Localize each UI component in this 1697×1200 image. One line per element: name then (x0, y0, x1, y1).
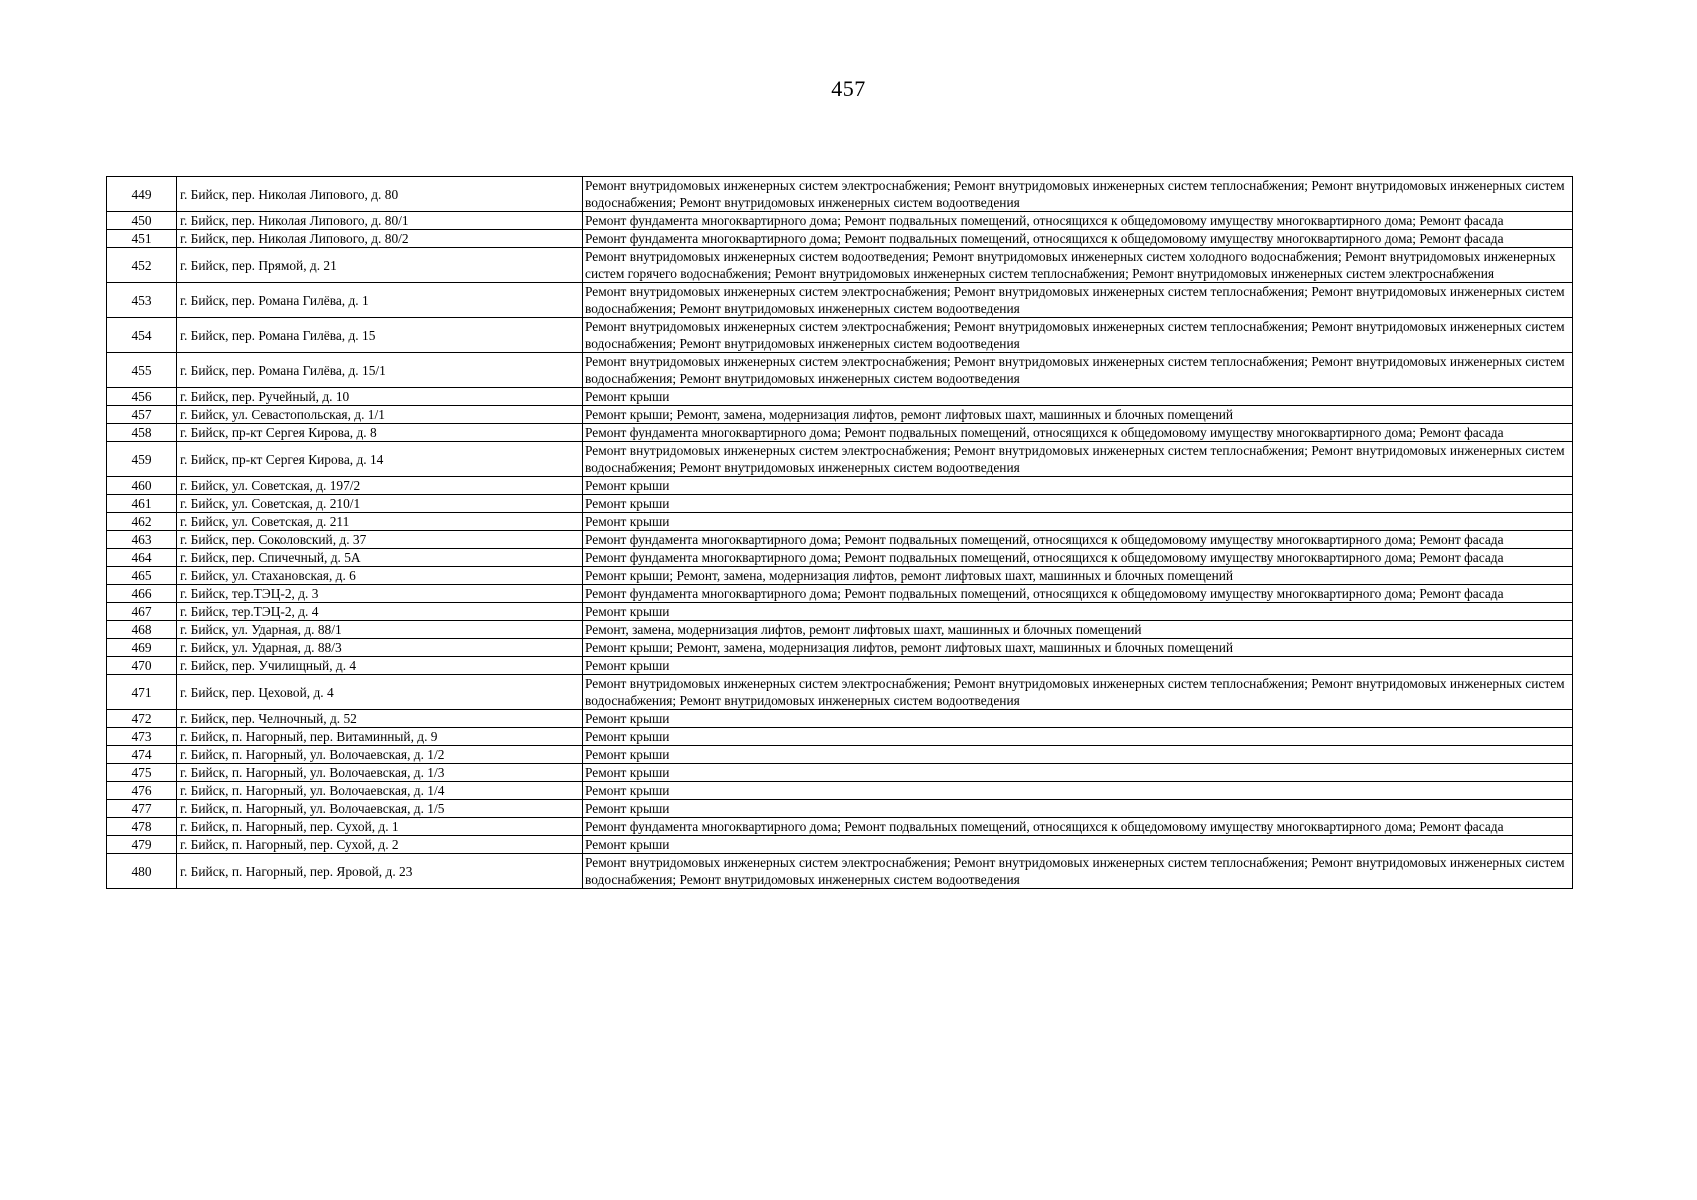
table-row (107, 710, 1573, 728)
address-cell: г. Бийск, пр-кт Сергея Кирова, д. 14 (177, 442, 583, 477)
row-number-cell: 465 (107, 567, 177, 585)
address-cell: г. Бийск, пер. Ручейный, д. 10 (177, 388, 583, 406)
address-cell: г. Бийск, пер. Соколовский, д. 37 (177, 531, 583, 549)
row-number-cell: 477 (107, 800, 177, 818)
address-cell: г. Бийск, пер. Николая Липового, д. 80/1 (177, 212, 583, 230)
address-cell: г. Бийск, пер. Училищный, д. 4 (177, 657, 583, 675)
row-number-cell: 458 (107, 424, 177, 442)
works-cell: Ремонт крыши (583, 388, 1573, 406)
works-cell: Ремонт фундамента многоквартирного дома; Ремонт подвальных помещений, относящихся к общедомовому имуществу многоквартирного дома; Ремонт фасада (583, 531, 1573, 549)
works-cell: Ремонт крыши (583, 800, 1573, 818)
works-cell: Ремонт фундамента многоквартирного дома; Ремонт подвальных помещений, относящихся к общедомовому имуществу многоквартирного дома; Ремонт фасада (583, 818, 1573, 836)
works-cell: Ремонт крыши (583, 657, 1573, 675)
row-number-cell: 450 (107, 212, 177, 230)
table-row (107, 531, 1573, 549)
address-cell: г. Бийск, пер. Николая Липового, д. 80 (177, 177, 583, 212)
row-number-cell: 469 (107, 639, 177, 657)
table-row (107, 639, 1573, 657)
address-cell: г. Бийск, пер. Прямой, д. 21 (177, 248, 583, 283)
works-cell: Ремонт фундамента многоквартирного дома; Ремонт подвальных помещений, относящихся к общедомовому имуществу многоквартирного дома; Ремонт фасада (583, 585, 1573, 603)
works-cell: Ремонт внутридомовых инженерных систем электроснабжения; Ремонт внутридомовых инженерных систем теплоснабжения; Ремонт внутридомовых инженерных систем водоснабжения; Ремонт внутридомовых инженерных систем водоотведения (583, 318, 1573, 353)
table-row (107, 836, 1573, 854)
works-cell: Ремонт крыши; Ремонт, замена, модернизация лифтов, ремонт лифтовых шахт, машинных и блочных помещений (583, 639, 1573, 657)
row-number-cell: 479 (107, 836, 177, 854)
row-number-cell: 467 (107, 603, 177, 621)
row-number-cell: 468 (107, 621, 177, 639)
works-cell: Ремонт крыши (583, 710, 1573, 728)
table-row (107, 603, 1573, 621)
address-cell: г. Бийск, тер.ТЭЦ-2, д. 4 (177, 603, 583, 621)
table-row (107, 318, 1573, 353)
table-row (107, 675, 1573, 710)
row-number-cell: 470 (107, 657, 177, 675)
works-cell: Ремонт внутридомовых инженерных систем электроснабжения; Ремонт внутридомовых инженерных систем теплоснабжения; Ремонт внутридомовых инженерных систем водоснабжения; Ремонт внутридомовых инженерных систем водоотведения (583, 442, 1573, 477)
table-row (107, 477, 1573, 495)
table-row (107, 248, 1573, 283)
address-cell: г. Бийск, п. Нагорный, ул. Волочаевская, д. 1/2 (177, 746, 583, 764)
row-number-cell: 457 (107, 406, 177, 424)
row-number-cell: 474 (107, 746, 177, 764)
address-cell: г. Бийск, п. Нагорный, пер. Яровой, д. 23 (177, 854, 583, 889)
works-cell: Ремонт фундамента многоквартирного дома; Ремонт подвальных помещений, относящихся к общедомовому имуществу многоквартирного дома; Ремонт фасада (583, 424, 1573, 442)
works-cell: Ремонт внутридомовых инженерных систем водоотведения; Ремонт внутридомовых инженерных систем холодного водоснабжения; Ремонт внутридомовых инженерных систем горячего водоснабжения; Ремонт внутридомовых инженерных систем теплоснабжения; Ремонт внутридомовых инженерных систем электроснабжения (583, 248, 1573, 283)
works-cell: Ремонт крыши (583, 495, 1573, 513)
table-row (107, 388, 1573, 406)
address-cell: г. Бийск, п. Нагорный, пер. Сухой, д. 2 (177, 836, 583, 854)
address-cell: г. Бийск, пер. Цеховой, д. 4 (177, 675, 583, 710)
works-cell: Ремонт фундамента многоквартирного дома; Ремонт подвальных помещений, относящихся к общедомовому имуществу многоквартирного дома; Ремонт фасада (583, 549, 1573, 567)
works-cell: Ремонт крыши (583, 746, 1573, 764)
works-cell: Ремонт крыши (583, 836, 1573, 854)
address-cell: г. Бийск, ул. Ударная, д. 88/1 (177, 621, 583, 639)
table-row (107, 353, 1573, 388)
table-row (107, 764, 1573, 782)
address-cell: г. Бийск, ул. Советская, д. 211 (177, 513, 583, 531)
works-cell: Ремонт крыши (583, 782, 1573, 800)
row-number-cell: 475 (107, 764, 177, 782)
table-row (107, 854, 1573, 889)
address-cell: г. Бийск, ул. Советская, д. 210/1 (177, 495, 583, 513)
address-cell: г. Бийск, пер. Спичечный, д. 5А (177, 549, 583, 567)
works-cell: Ремонт внутридомовых инженерных систем электроснабжения; Ремонт внутридомовых инженерных систем теплоснабжения; Ремонт внутридомовых инженерных систем водоснабжения; Ремонт внутридомовых инженерных систем водоотведения (583, 283, 1573, 318)
row-number-cell: 452 (107, 248, 177, 283)
table-row (107, 230, 1573, 248)
row-number-cell: 463 (107, 531, 177, 549)
table-row (107, 549, 1573, 567)
address-cell: г. Бийск, пер. Романа Гилёва, д. 15/1 (177, 353, 583, 388)
row-number-cell: 456 (107, 388, 177, 406)
works-cell: Ремонт крыши (583, 513, 1573, 531)
table-row (107, 177, 1573, 212)
address-cell: г. Бийск, ул. Ударная, д. 88/3 (177, 639, 583, 657)
address-cell: г. Бийск, пер. Челночный, д. 52 (177, 710, 583, 728)
row-number-cell: 460 (107, 477, 177, 495)
table-row (107, 567, 1573, 585)
table-row (107, 513, 1573, 531)
works-cell: Ремонт внутридомовых инженерных систем электроснабжения; Ремонт внутридомовых инженерных систем теплоснабжения; Ремонт внутридомовых инженерных систем водоснабжения; Ремонт внутридомовых инженерных систем водоотведения (583, 177, 1573, 212)
table-row (107, 621, 1573, 639)
works-cell: Ремонт, замена, модернизация лифтов, ремонт лифтовых шахт, машинных и блочных помещений (583, 621, 1573, 639)
table-row (107, 283, 1573, 318)
page-number: 457 (831, 76, 866, 101)
row-number-cell: 478 (107, 818, 177, 836)
table-row (107, 406, 1573, 424)
row-number-cell: 473 (107, 728, 177, 746)
row-number-cell: 459 (107, 442, 177, 477)
address-cell: г. Бийск, п. Нагорный, пер. Сухой, д. 1 (177, 818, 583, 836)
row-number-cell: 449 (107, 177, 177, 212)
row-number-cell: 471 (107, 675, 177, 710)
works-cell: Ремонт крыши; Ремонт, замена, модернизация лифтов, ремонт лифтовых шахт, машинных и блочных помещений (583, 567, 1573, 585)
table-row (107, 800, 1573, 818)
address-cell: г. Бийск, п. Нагорный, ул. Волочаевская, д. 1/4 (177, 782, 583, 800)
address-cell: г. Бийск, ул. Советская, д. 197/2 (177, 477, 583, 495)
address-cell: г. Бийск, ул. Стахановская, д. 6 (177, 567, 583, 585)
table-row (107, 442, 1573, 477)
row-number-cell: 461 (107, 495, 177, 513)
row-number-cell: 472 (107, 710, 177, 728)
table-row (107, 424, 1573, 442)
repair-works-table (106, 176, 1573, 889)
works-cell: Ремонт крыши; Ремонт, замена, модернизация лифтов, ремонт лифтовых шахт, машинных и блочных помещений (583, 406, 1573, 424)
table-row (107, 746, 1573, 764)
table-row (107, 728, 1573, 746)
row-number-cell: 476 (107, 782, 177, 800)
table-row (107, 818, 1573, 836)
address-cell: г. Бийск, пер. Романа Гилёва, д. 1 (177, 283, 583, 318)
address-cell: г. Бийск, пер. Романа Гилёва, д. 15 (177, 318, 583, 353)
row-number-cell: 453 (107, 283, 177, 318)
address-cell: г. Бийск, пр-кт Сергея Кирова, д. 8 (177, 424, 583, 442)
row-number-cell: 454 (107, 318, 177, 353)
address-cell: г. Бийск, пер. Николая Липового, д. 80/2 (177, 230, 583, 248)
table-row (107, 212, 1573, 230)
address-cell: г. Бийск, п. Нагорный, ул. Волочаевская, д. 1/5 (177, 800, 583, 818)
table-body (107, 177, 1573, 889)
address-cell: г. Бийск, тер.ТЭЦ-2, д. 3 (177, 585, 583, 603)
table-row (107, 657, 1573, 675)
row-number-cell: 464 (107, 549, 177, 567)
works-cell: Ремонт внутридомовых инженерных систем электроснабжения; Ремонт внутридомовых инженерных систем теплоснабжения; Ремонт внутридомовых инженерных систем водоснабжения; Ремонт внутридомовых инженерных систем водоотведения (583, 353, 1573, 388)
table-row (107, 495, 1573, 513)
address-cell: г. Бийск, п. Нагорный, ул. Волочаевская, д. 1/3 (177, 764, 583, 782)
works-cell: Ремонт фундамента многоквартирного дома; Ремонт подвальных помещений, относящихся к общедомовому имуществу многоквартирного дома; Ремонт фасада (583, 230, 1573, 248)
table-row (107, 585, 1573, 603)
works-cell: Ремонт крыши (583, 728, 1573, 746)
row-number-cell: 466 (107, 585, 177, 603)
works-cell: Ремонт крыши (583, 764, 1573, 782)
table-row (107, 782, 1573, 800)
works-cell: Ремонт внутридомовых инженерных систем электроснабжения; Ремонт внутридомовых инженерных систем теплоснабжения; Ремонт внутридомовых инженерных систем водоснабжения; Ремонт внутридомовых инженерных систем водоотведения (583, 854, 1573, 889)
works-cell: Ремонт внутридомовых инженерных систем электроснабжения; Ремонт внутридомовых инженерных систем теплоснабжения; Ремонт внутридомовых инженерных систем водоснабжения; Ремонт внутридомовых инженерных систем водоотведения (583, 675, 1573, 710)
row-number-cell: 455 (107, 353, 177, 388)
address-cell: г. Бийск, ул. Севастопольская, д. 1/1 (177, 406, 583, 424)
works-cell: Ремонт крыши (583, 477, 1573, 495)
row-number-cell: 451 (107, 230, 177, 248)
address-cell: г. Бийск, п. Нагорный, пер. Витаминный, д. 9 (177, 728, 583, 746)
row-number-cell: 480 (107, 854, 177, 889)
works-cell: Ремонт крыши (583, 603, 1573, 621)
row-number-cell: 462 (107, 513, 177, 531)
works-cell: Ремонт фундамента многоквартирного дома; Ремонт подвальных помещений, относящихся к общедомовому имуществу многоквартирного дома; Ремонт фасада (583, 212, 1573, 230)
